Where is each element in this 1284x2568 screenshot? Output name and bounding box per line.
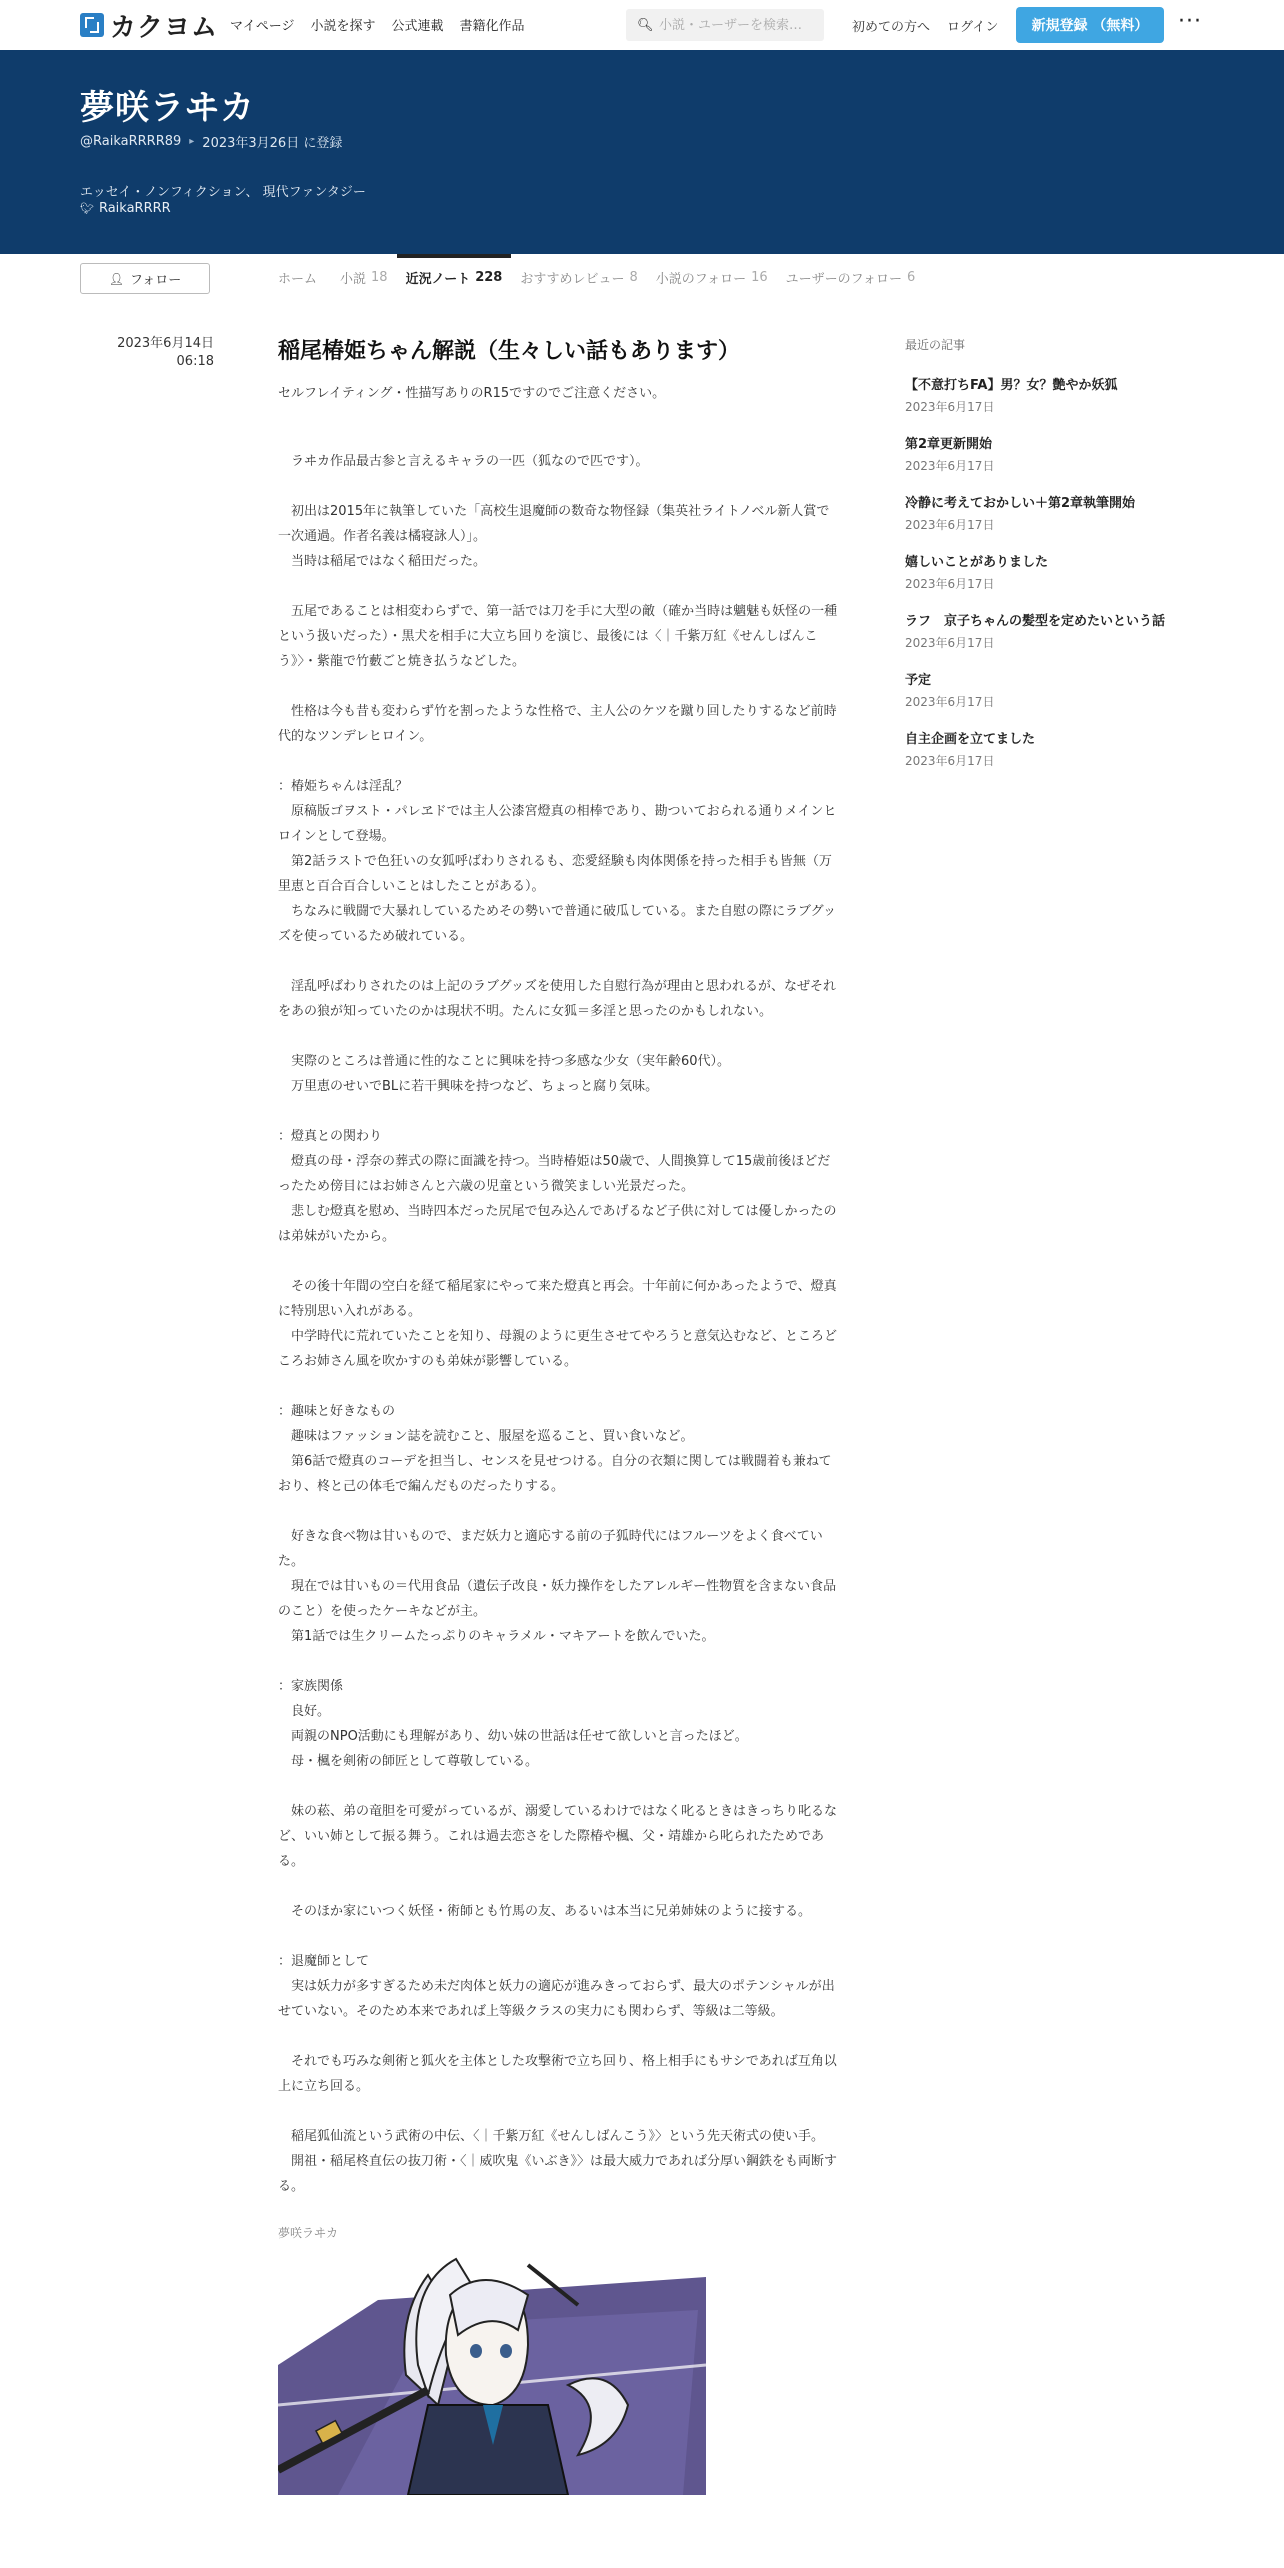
recent-post-item[interactable] (905, 613, 1195, 651)
post-date-time: 06:18 (176, 354, 214, 369)
post-line: ：退魔師として (278, 1954, 370, 1969)
post-line: 趣味はファッション誌を読むこと、服屋を巡ること、買い食いなど。 (278, 1429, 694, 1444)
post-line: 万里恵のせいでBLに若干興味を持つなど、ちょっと腐り気味。 (278, 1079, 659, 1094)
post-paragraph (278, 2049, 840, 2099)
tab-followed-novels[interactable]: 小説のフォロー 16 (655, 269, 768, 287)
recent-post-title[interactable]: 嬉しいことがありました (905, 555, 1049, 570)
signup-button[interactable]: 新規登録 （無料） (1016, 7, 1164, 43)
beginners-link[interactable]: 初めての方へ (852, 20, 931, 35)
recent-post-date: 2023年6月17日 (905, 754, 995, 768)
search-icon[interactable]: 🔍︎ (637, 17, 654, 33)
tab-home[interactable]: ホーム (278, 271, 318, 287)
post-line: その後十年間の空白を経て稲尾家にやって来た燈真と再会。十年前に何かあったようで、燈真に特別思い入れがある。 (278, 1279, 837, 1319)
nav-official-series[interactable]: 公式連載 (391, 19, 444, 34)
recent-post-date: 2023年6月17日 (905, 400, 995, 414)
profile-meta (80, 132, 342, 151)
post-line: 第2話ラストで色狂いの女狐呼ばわりされるも、恋愛経験も肉体関係を持った相手も皆無（万里恵と百合百合しいことはしたことがある）。 (278, 854, 832, 894)
recent-post-title[interactable]: ラフ 京子ちゃんの髪型を定めたいという話 (905, 614, 1166, 629)
post-paragraph (278, 449, 840, 474)
recent-posts-heading: 最近の記事 (905, 338, 966, 352)
post-paragraph (278, 1674, 840, 1774)
separator-icon: ▸ (189, 136, 195, 147)
post-line: 両親のNPO活動にも理解があり、幼い妹の世話は任せて欲しいと言ったほど。 (278, 1729, 748, 1744)
post-line: ちなみに戦闘で大暴れしているためその勢いで普通に破瓜している。また自慰の際にラブグッズを使っているため破れている。 (278, 904, 836, 944)
login-link[interactable]: ログイン (947, 20, 999, 35)
recent-post-item[interactable] (905, 436, 1195, 474)
logo-mark-icon (80, 13, 104, 37)
recent-post-title[interactable]: 冷静に考えておかしい＋第2章執筆開始 (905, 496, 1136, 511)
follow-label: フォロー (129, 273, 182, 288)
post-line: 稲尾狐仙流という武術の中伝、〈｜千紫万紅《せんしばんこう》〉という先天術式の使い手。 (278, 2129, 825, 2144)
post-line: ：家族関係 (278, 1679, 344, 1694)
add-user-icon: 👤︎ (108, 271, 124, 286)
post-line: 第1話では生クリームたっぷりのキャラメル・マキアートを飲んでいた。 (278, 1629, 715, 1644)
post-line: 現在では甘いもの＝代用食品（遺伝子改良・妖力操作をしたアレルギー性物質を含まない食品のこと）を使ったケーキなどが主。 (278, 1579, 837, 1619)
recent-post-date: 2023年6月17日 (905, 695, 995, 709)
profile-banner (0, 50, 1284, 254)
post-paragraph (278, 774, 840, 949)
tab-news-notes[interactable]: 近況ノート 228 (397, 254, 512, 300)
post-line: 初出は2015年に執筆していた「高校生退魔師の数奇な物怪録（集英社ライトノベル新人賞で一次通過。作者名義は橘寝詠人）」。 (278, 504, 830, 544)
post-author-caption: 夢咲ラヰカ (278, 2226, 339, 2240)
recent-post-date: 2023年6月17日 (905, 518, 995, 532)
post-body (278, 449, 840, 2199)
profile-genres: エッセイ・ノンフィクション、 現代ファンタジー (80, 185, 366, 200)
tab-followed-users[interactable]: ユーザーのフォロー 6 (785, 269, 916, 287)
recent-post-title[interactable]: 第2章更新開始 (905, 437, 993, 452)
post-paragraph (278, 1274, 840, 1374)
post-line: 中学時代に荒れていたことを知り、母親のように更生させてやろうと意気込むなど、ところどころお姉さん風を吹かすのも弟妹が影響している。 (278, 1329, 838, 1369)
post-paragraph (278, 1524, 840, 1649)
post-lead: セルフレイティング・性描写ありのR15ですのでご注意ください。 (278, 386, 666, 401)
post-paragraph (278, 974, 840, 1024)
post-line: 燈真の母・浮奈の葬式の際に面識を持つ。当時椿姫は50歳で、人間換算して15歳前後ほどだったため傍目にはお姉さんと六歳の児童という微笑ましい光景だった。 (278, 1154, 831, 1194)
post-paragraph (278, 1799, 840, 1874)
recent-post-item[interactable] (905, 495, 1195, 533)
post-date (80, 335, 214, 371)
tab-recommended-reviews[interactable]: おすすめレビュー 8 (520, 269, 638, 287)
post-line: 好きな食べ物は甘いもので、まだ妖力と適応する前の子狐時代にはフルーツをよく食べていた。 (278, 1529, 823, 1569)
post-paragraph (278, 1049, 840, 1099)
twitter-icon: 🐦︎ (80, 202, 94, 215)
post-illustration (278, 2255, 706, 2495)
illustration-image (278, 2255, 706, 2495)
recent-post-item[interactable] (905, 554, 1195, 592)
site-logo[interactable] (80, 11, 219, 43)
post-paragraph (278, 2124, 840, 2199)
recent-post-title[interactable]: 予定 (905, 673, 932, 688)
post-paragraph (278, 599, 840, 674)
post-line: 五尾であることは相変わらずで、第一話では刀を手に大型の敵（確か当時は魑魅も妖怪の一種という扱いだった）・黒犬を相手に大立ち回りを演じ、最後には〈｜千紫万紅《せんしばんこう》〉・紫龍で竹藪ごと焼き払うなどした。 (278, 604, 838, 669)
nav-mypage[interactable]: マイページ (230, 19, 295, 34)
recent-post-item[interactable] (905, 731, 1195, 769)
post-paragraph (278, 1899, 840, 1924)
tab-novels[interactable]: 小説 18 (340, 269, 388, 287)
post-line: ラヰカ作品最古参と言えるキャラの一匹（狐なので匹です）。 (278, 454, 649, 469)
global-nav (230, 15, 525, 34)
post (278, 336, 840, 2495)
post-line: ：椿姫ちゃんは淫乱？ (278, 779, 409, 794)
post-line: 原稿版ゴヲスト・パレヱドでは主人公漆宮燈真の相棒であり、勘ついておられる通りメインヒロインとして登場。 (278, 804, 837, 844)
post-paragraph (278, 1399, 840, 1499)
nav-published-works[interactable]: 書籍化作品 (459, 19, 525, 34)
post-line: 開祖・稲尾柊直伝の抜刀術・〈｜威吹鬼《いぶき》〉は最大威力であれば分厚い鋼鉄をも両断する。 (278, 2154, 838, 2194)
post-paragraph (278, 499, 840, 574)
post-paragraph (278, 699, 840, 749)
logo-text: カクヨム (110, 12, 219, 43)
post-line: 実は妖力が多すぎるため未だ肉体と妖力の適応が進みきっておらず、最大のポテンシャルが出せていない。そのため本来であれば上等級クラスの実力にも関わらず、等級は二等級。 (278, 1979, 835, 2019)
post-line: 悲しむ燈真を慰め、当時四本だった尻尾で包み込んであげるなど子供に対しては優しかったのは弟妹がいたから。 (278, 1204, 837, 1244)
profile-tabs (278, 254, 924, 300)
follow-button[interactable] (80, 263, 210, 294)
post-paragraph (278, 1124, 840, 1249)
recent-post-item[interactable] (905, 377, 1195, 415)
search-box (626, 9, 824, 41)
post-line: 淫乱呼ばわりされたのは上記のラブグッズを使用した自慰行為が理由と思われるが、なぜそれをあの狼が知っていたのかは現状不明。たんに女狐＝多淫と思ったのかもしれない。 (278, 979, 836, 1019)
ellipsis-icon[interactable]: ··· (1178, 9, 1202, 34)
post-line: 妹の菘、弟の竜胆を可愛がっているが、溺愛しているわけではなく叱るときはきっちり叱るなど、いい姉として振る舞う。これは過去恋さをした際椿や楓、父・靖雄から叱られたためである。 (278, 1804, 838, 1869)
post-line: 性格は今も昔も変わらず竹を割ったような性格で、主人公のケツを蹴り回したりするなど前時代的なツンデレヒロイン。 (278, 704, 837, 744)
post-line: そのほか家にいつく妖怪・術師とも竹馬の友、あるいは本当に兄弟姉妹のように接する。 (278, 1904, 812, 1919)
post-line: それでも巧みな剣術と狐火を主体とした攻撃術で立ち回り、格上相手にもサシであれば互角以上に立ち回る。 (278, 2054, 837, 2094)
user-handle: @RaikaRRRR89 (80, 134, 182, 149)
recent-post-date: 2023年6月17日 (905, 459, 995, 473)
post-line: ：趣味と好きなもの (278, 1404, 396, 1419)
post-title: 稲尾椿姫ちゃん解説（生々しい話もあります） (278, 339, 741, 364)
recent-post-item[interactable] (905, 672, 1195, 710)
top-bar (0, 0, 1284, 51)
search-input[interactable] (657, 17, 821, 34)
twitter-handle: RaikaRRRR (98, 201, 171, 216)
post-line: 母・楓を剣術の師匠として尊敬している。 (278, 1754, 539, 1769)
registered-date: 2023年3月26日 に登録 (202, 136, 343, 151)
post-line: ：燈真との関わり (278, 1129, 383, 1144)
post-line: 良好。 (278, 1704, 331, 1719)
recent-posts-sidebar (905, 336, 1195, 790)
post-paragraph (278, 1949, 840, 2024)
post-line: 第6話で燈真のコーデを担当し、センスを見せつける。自分の衣類に関しては戦闘着も兼ねており、柊と己の体毛で編んだものだったりする。 (278, 1454, 832, 1494)
nav-find-novels[interactable]: 小説を探す (310, 19, 376, 34)
post-line: 当時は稲尾ではなく稲田だった。 (278, 554, 487, 569)
recent-post-date: 2023年6月17日 (905, 577, 995, 591)
post-date-day: 2023年6月14日 (117, 336, 214, 351)
twitter-link[interactable] (80, 201, 171, 216)
recent-post-title[interactable]: 自主企画を立てました (905, 732, 1036, 747)
recent-post-date: 2023年6月17日 (905, 636, 995, 650)
user-name: 夢咲ラヰカ (80, 88, 255, 128)
post-line: 実際のところは普通に性的なことに興味を持つ多感な少女（実年齢60代）。 (278, 1054, 731, 1069)
recent-post-title[interactable]: 【不意打ちFA】男？女？艶やか妖狐 (905, 378, 1118, 393)
